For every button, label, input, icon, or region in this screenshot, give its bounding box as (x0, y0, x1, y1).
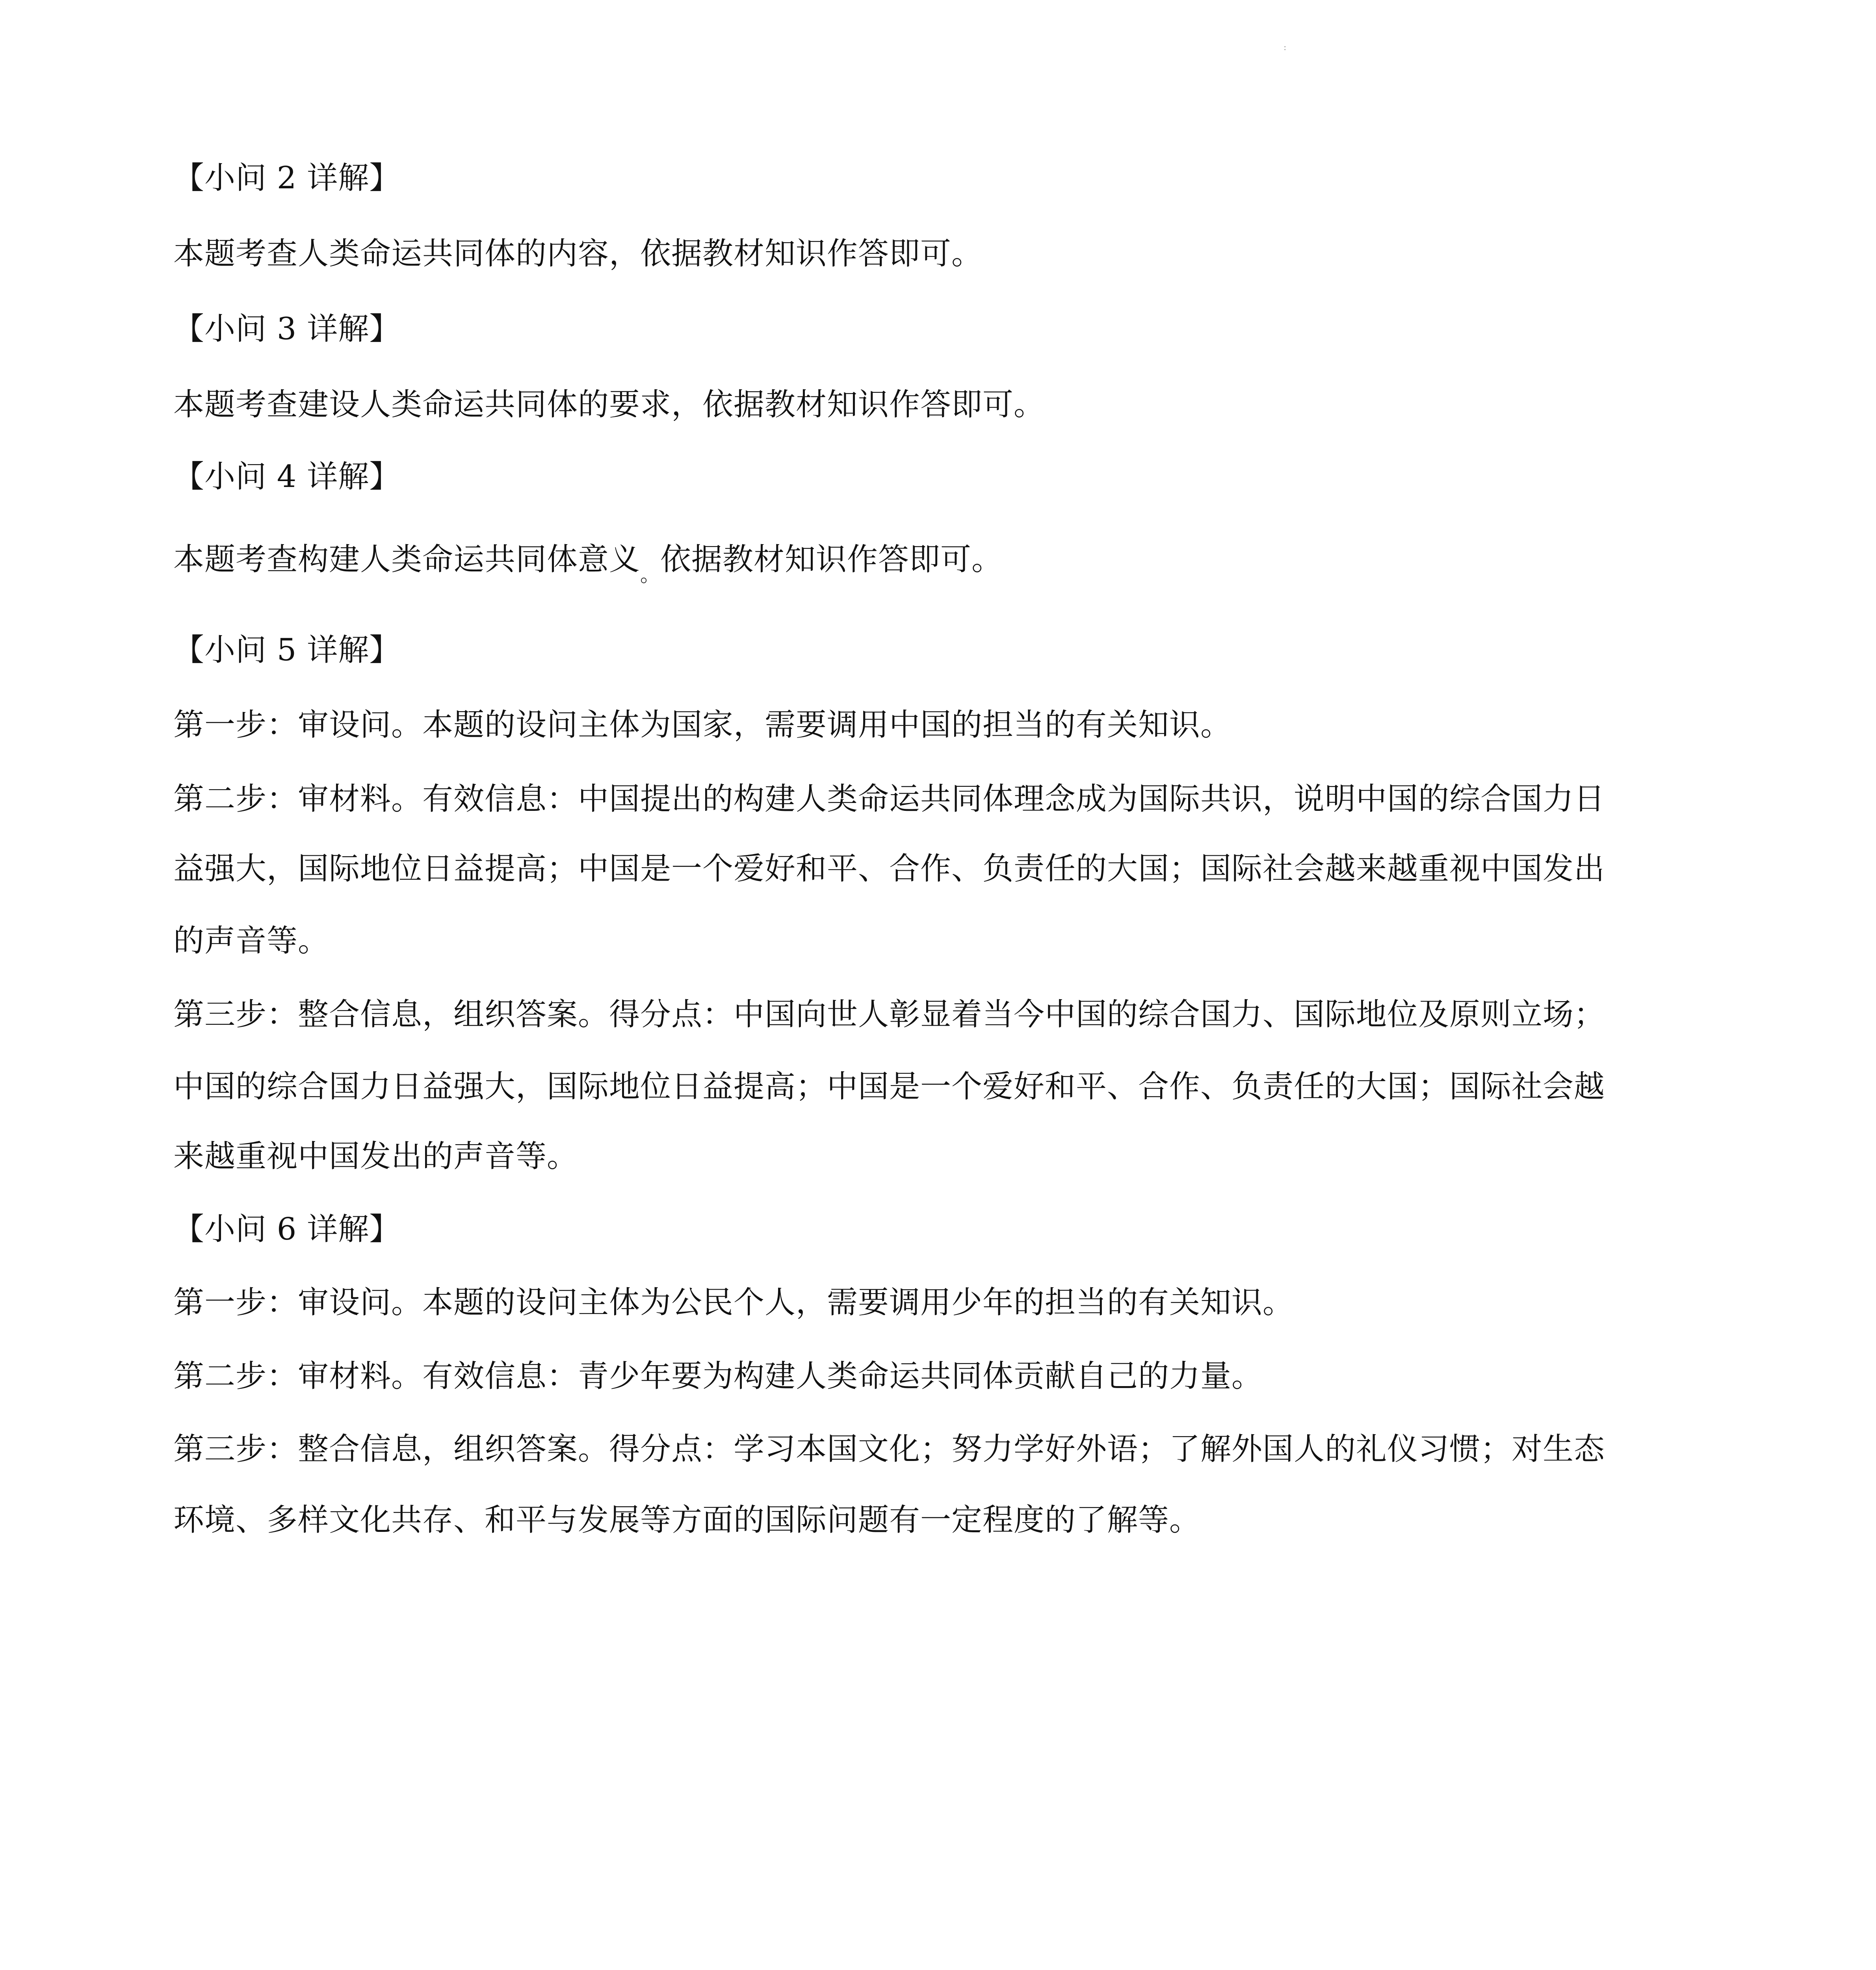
section-6-line: 环境、多样文化共存、和平与发展等方面的国际问题有一定程度的了解等。 (173, 1502, 1201, 1538)
section-6-line: 第三步：整合信息，组织答案。得分点：学习本国文化；努力学好外语；了解外国人的礼仪习惯；对生态 (173, 1431, 1605, 1467)
section-6-line: 第二步：审材料。有效信息：青少年要为构建人类命运共同体贡献自己的力量。 (173, 1359, 1263, 1394)
section-5-line: 第三步：整合信息，组织答案。得分点：中国向世人彰显着当今中国的综合国力、国际地位及原则立场； (173, 997, 1605, 1032)
section-4-text (173, 540, 1003, 586)
section-5-line: 来越重视中国发出的声音等。 (173, 1139, 578, 1174)
section-6-heading: 【小问 6 详解】 (173, 1212, 401, 1247)
section-4-text-rest: 依据教材知识作答即可。 (660, 542, 1003, 577)
section-4-heading: 【小问 4 详解】 (173, 459, 401, 494)
corner-mark: : (1283, 43, 1287, 52)
section-4-period-mark: 。 (640, 563, 661, 586)
section-5-line: 第一步：审设问。本题的设问主体为国家，需要调用中国的担当的有关知识。 (173, 707, 1232, 743)
section-6-line: 第一步：审设问。本题的设问主体为公民个人，需要调用少年的担当的有关知识。 (173, 1285, 1294, 1320)
section-2-text: 本题考查人类命运共同体的内容，依据教材知识作答即可。 (173, 236, 983, 271)
section-5-line: 中国的综合国力日益强大，国际地位日益提高；中国是一个爱好和平、合作、负责任的大国；国际社会越 (173, 1069, 1605, 1104)
section-3-heading: 【小问 3 详解】 (173, 311, 401, 347)
section-5-heading: 【小问 5 详解】 (173, 632, 401, 668)
section-2-heading: 【小问 2 详解】 (173, 160, 401, 196)
section-3-text: 本题考查建设人类命运共同体的要求，依据教材知识作答即可。 (173, 387, 1045, 422)
section-5-line: 益强大，国际地位日益提高；中国是一个爱好和平、合作、负责任的大国；国际社会越来越重视中国发出 (173, 851, 1605, 886)
section-5-line: 第二步：审材料。有效信息：中国提出的构建人类命运共同体理念成为国际共识，说明中国的综合国力日 (173, 781, 1605, 817)
section-5-line: 的声音等。 (173, 923, 329, 959)
section-4-text-main: 本题考查构建人类命运共同体意义 (173, 542, 641, 577)
